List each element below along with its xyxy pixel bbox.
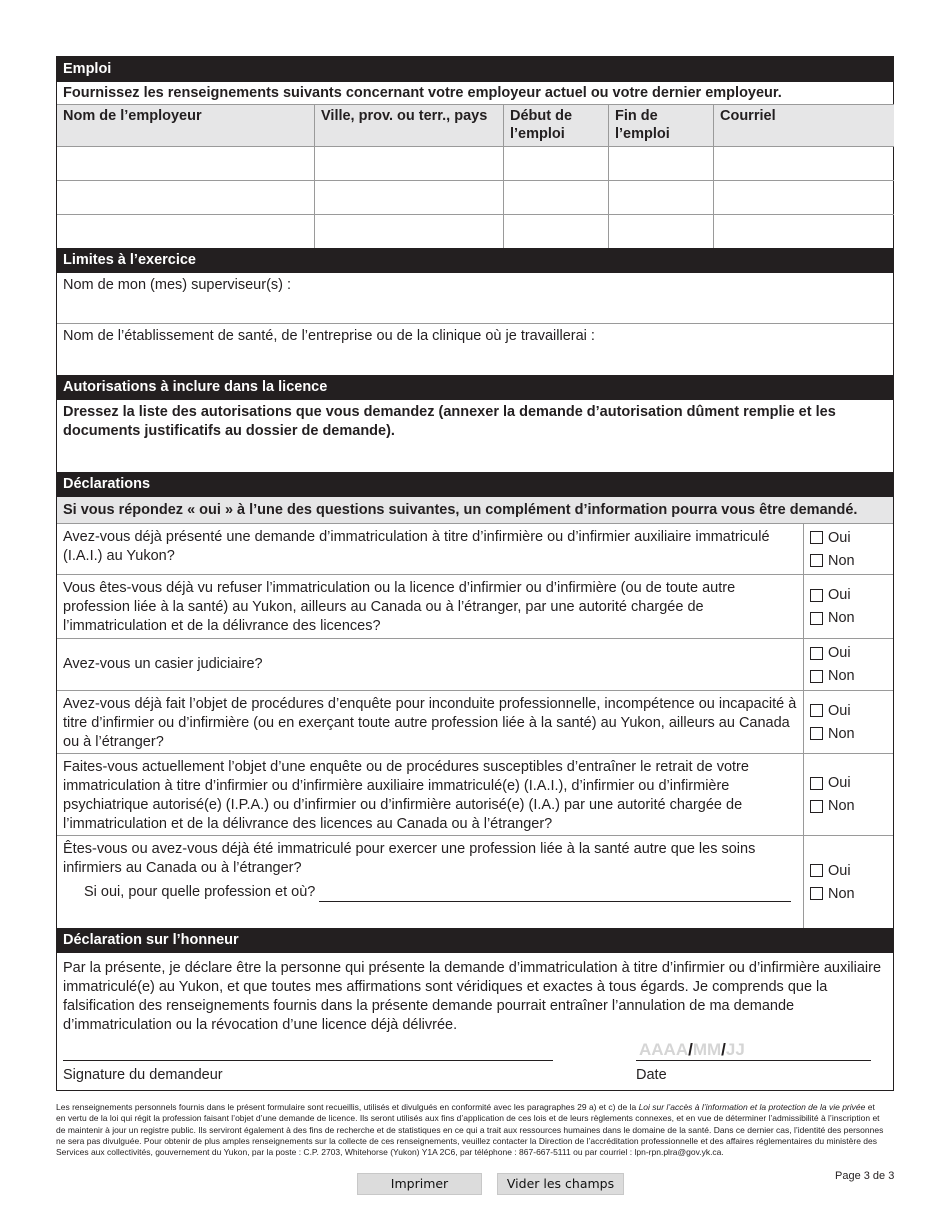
question-block bbox=[57, 836, 804, 928]
signature-line[interactable] bbox=[63, 1060, 553, 1061]
no-label: Non bbox=[828, 798, 855, 814]
privacy-law-title: Loi sur l’accès à l’information et la protection de la vie privée bbox=[638, 1102, 866, 1112]
establishment-label: Nom de l’établissement de santé, de l’entreprise ou de la clinique où je travaillerai : bbox=[63, 328, 595, 344]
no-label: Non bbox=[828, 725, 855, 742]
column-header: Nom de l’employeur bbox=[57, 104, 315, 146]
yes-label: Oui bbox=[828, 645, 851, 661]
followup-input[interactable] bbox=[319, 883, 791, 902]
yes-option[interactable] bbox=[810, 526, 893, 549]
checkbox-icon[interactable] bbox=[810, 777, 823, 790]
column-header: Ville, prov. ou terr., pays bbox=[315, 104, 504, 146]
answer-options bbox=[804, 691, 893, 753]
followup-row bbox=[63, 883, 797, 902]
no-option[interactable] bbox=[810, 665, 893, 688]
declarations-note: Si vous répondez « oui » à l’une des questions suivantes, un complément d’information pourra vous être demandé. bbox=[57, 497, 893, 524]
start-date-field[interactable] bbox=[504, 214, 609, 248]
end-date-field[interactable] bbox=[609, 146, 714, 180]
question-text: Faites-vous actuellement l’objet d’une enquête ou de procédures susceptibles d’entraîner le retrait de votre immatriculation à titre d’infirmier ou d’infirmière auxiliaire immatriculé(e) (I.A.I.), d’infirmier ou d’infirmière psychiatrique autorisé(e) (I.P.A.) ou d’infirmier ou d’infirmière autorisé(e) (I.A.) par une autorité chargée de l’immatriculation et de la délivrance des licences au Canada ou à l’étranger? bbox=[57, 754, 804, 835]
checkbox-icon[interactable] bbox=[810, 589, 823, 602]
no-option[interactable] bbox=[810, 722, 893, 745]
honour-block bbox=[57, 953, 893, 1090]
checkbox-icon[interactable] bbox=[810, 670, 823, 683]
supervisor-field[interactable] bbox=[57, 273, 893, 324]
employment-table bbox=[57, 104, 893, 248]
date-label: Date bbox=[636, 1067, 667, 1083]
date-separator: / bbox=[721, 1040, 726, 1059]
answer-options bbox=[804, 639, 893, 690]
employer-name-field[interactable] bbox=[57, 180, 315, 214]
date-field[interactable] bbox=[636, 1039, 871, 1061]
yes-label: Oui bbox=[828, 702, 851, 719]
answer-options bbox=[804, 575, 893, 638]
no-label: Non bbox=[828, 552, 855, 569]
date-day-placeholder: JJ bbox=[725, 1040, 745, 1059]
emploi-instruction: Fournissez les renseignements suivants concernant votre employeur actuel ou votre dernier employeur. bbox=[63, 85, 782, 101]
followup-label: Si oui, pour quelle profession et où? bbox=[84, 884, 316, 900]
answer-options bbox=[804, 754, 893, 835]
supervisor-label: Nom de mon (mes) superviseur(s) : bbox=[63, 277, 292, 293]
section-header-honneur: Déclaration sur l’honneur bbox=[57, 928, 893, 953]
checkbox-icon[interactable] bbox=[810, 864, 823, 877]
checkbox-icon[interactable] bbox=[810, 554, 823, 567]
signature-label: Signature du demandeur bbox=[63, 1067, 223, 1083]
print-button[interactable]: Imprimer bbox=[357, 1173, 482, 1195]
checkbox-icon[interactable] bbox=[810, 647, 823, 660]
yes-label: Oui bbox=[828, 529, 851, 546]
no-option[interactable] bbox=[810, 549, 893, 572]
no-label: Non bbox=[828, 668, 855, 684]
checkbox-icon[interactable] bbox=[810, 704, 823, 717]
question-text: Avez-vous déjà fait l’objet de procédures d’enquête pour inconduite professionnelle, incompétence ou incapacité à titre d’infirmier ou d’infirmière (ou en exerçant toute autre profession liée à la santé) au Yukon, ailleurs au Canada ou à l’étranger? bbox=[57, 691, 804, 753]
no-option[interactable] bbox=[810, 607, 893, 630]
section-header-declarations: Déclarations bbox=[57, 472, 893, 497]
checkbox-icon[interactable] bbox=[810, 800, 823, 813]
privacy-notice bbox=[56, 1102, 886, 1158]
page-number: Page 3 de 3 bbox=[835, 1170, 895, 1182]
yes-label: Oui bbox=[828, 862, 851, 879]
establishment-field[interactable] bbox=[57, 324, 893, 375]
checkbox-icon[interactable] bbox=[810, 612, 823, 625]
start-date-field[interactable] bbox=[504, 180, 609, 214]
email-field[interactable] bbox=[714, 180, 894, 214]
authorizations-instruction: Dressez la liste des autorisations que vous demandez (annexer la demande d’autorisation dûment remplie et les documents justificatifs au dossier de demande). bbox=[63, 404, 836, 439]
declaration-question bbox=[57, 524, 893, 575]
email-field[interactable] bbox=[714, 214, 894, 248]
column-header: Début de l’emploi bbox=[504, 104, 609, 146]
privacy-text-start: Les renseignements personnels fournis dans le présent formulaire sont recueillis, utilisés et divulgués en conformité avec les paragraphes 29 a) et c) de la bbox=[56, 1102, 639, 1112]
no-option[interactable] bbox=[810, 795, 893, 818]
answer-options bbox=[804, 524, 893, 574]
checkbox-icon[interactable] bbox=[810, 727, 823, 740]
yes-label: Oui bbox=[828, 587, 851, 603]
email-field[interactable] bbox=[714, 146, 894, 180]
location-field[interactable] bbox=[315, 146, 504, 180]
no-label: Non bbox=[828, 610, 855, 626]
declaration-question bbox=[57, 691, 893, 754]
column-header: Fin de l’emploi bbox=[609, 104, 714, 146]
end-date-field[interactable] bbox=[609, 180, 714, 214]
no-option[interactable] bbox=[810, 882, 893, 905]
employer-name-field[interactable] bbox=[57, 146, 315, 180]
date-month-placeholder: MM bbox=[692, 1040, 722, 1059]
column-header: Courriel bbox=[714, 104, 894, 146]
date-separator: / bbox=[688, 1040, 693, 1059]
location-field[interactable] bbox=[315, 180, 504, 214]
end-date-field[interactable] bbox=[609, 214, 714, 248]
question-text: Vous êtes-vous déjà vu refuser l’immatriculation ou la licence d’infirmier ou d’infirmière (ou de toute autre profession liée à la santé) au Yukon, ailleurs au Canada ou à l’étranger, par une autorité chargée de l’immatriculation et de la délivrance des licences? bbox=[57, 575, 804, 638]
checkbox-icon[interactable] bbox=[810, 531, 823, 544]
application-form bbox=[56, 56, 894, 1091]
declaration-question bbox=[57, 754, 893, 836]
section-header-emploi: Emploi bbox=[57, 57, 893, 82]
yes-label: Oui bbox=[828, 775, 851, 791]
no-label: Non bbox=[828, 885, 855, 902]
answer-options bbox=[804, 836, 893, 928]
start-date-field[interactable] bbox=[504, 146, 609, 180]
yes-option[interactable] bbox=[810, 584, 893, 607]
yes-option[interactable] bbox=[810, 859, 893, 882]
declaration-question bbox=[57, 836, 893, 928]
question-text: Avez-vous déjà présenté une demande d’immatriculation à titre d’infirmière ou d’infirmier auxiliaire immatriculé (I.A.I.) au Yukon? bbox=[57, 524, 804, 574]
yes-option[interactable] bbox=[810, 642, 893, 665]
clear-fields-button[interactable]: Vider les champs bbox=[497, 1173, 624, 1195]
location-field[interactable] bbox=[315, 214, 504, 248]
section-header-autorisations: Autorisations à inclure dans la licence bbox=[57, 375, 893, 400]
declaration-question bbox=[57, 575, 893, 639]
question-text: Avez-vous un casier judiciaire? bbox=[57, 639, 804, 690]
checkbox-icon[interactable] bbox=[810, 887, 823, 900]
honour-text: Par la présente, je déclare être la personne qui présente la demande d’immatriculation à titre d’infirmier ou d’infirmière auxiliaire immatriculé(e) au Yukon, et que toutes mes affirmations sont véridiques et exactes à tous égards. Je comprends que la falsification des renseignements fournis dans la présente demande pourrait entraîner l’annulation de ma demande d’immatriculation ou la révocation d’une licence déjà délivrée. bbox=[63, 960, 882, 1033]
section-header-limites: Limites à l’exercice bbox=[57, 248, 893, 273]
date-year-placeholder: AAAA bbox=[639, 1040, 689, 1059]
declaration-question bbox=[57, 639, 893, 691]
employer-name-field[interactable] bbox=[57, 214, 315, 248]
yes-option[interactable] bbox=[810, 772, 893, 795]
question-text: Êtes-vous ou avez-vous déjà été immatriculé pour exercer une profession liée à la santé autre que les soins infirmiers au Canada ou à l’étranger? bbox=[63, 841, 756, 876]
yes-option[interactable] bbox=[810, 699, 893, 722]
authorizations-field[interactable] bbox=[57, 400, 893, 472]
privacy-text-end: et en vertu de la loi qui régit la profession faisant l’objet d’une demande de licence. Ils seront utilisés aux fins d’application de ces lois et de leurs règlements connexes, et en vue de déterminer l’admissibilité à l’inscription et de maintenir à jour un registre public. Ils serviront également à des fins de recherche et de statistiques en ce qui a trait aux ressources humaines dans le domaine de la santé. Dans ce dernier cas, l’identité des personnes ne sera pas divulguée. Pour obtenir de plus amples renseignements sur la collecte de ces renseignements, veuillez contacter la Direction de l’accréditation professionnelle et des affaires réglementaires du ministère des Services aux collectivités, gouvernement du Yukon, par la poste : C.P. 2703, Whitehorse (Yukon) Y1A 2C6, par téléphone : 867-667-5111 ou par courriel : lpn-rpn.plra@gov.yk.ca. bbox=[56, 1102, 884, 1158]
